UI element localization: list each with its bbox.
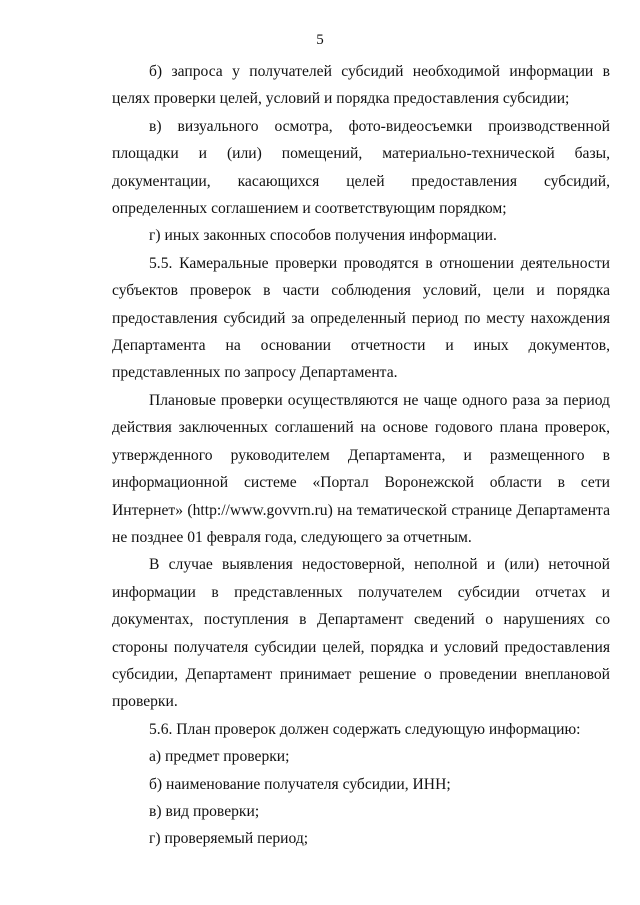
paragraph-visual-inspection: в) визуального осмотра, фото-видеосъемки производственной площадки и (или) помещений, материально-технической базы, документации, касающихся целей предоставления субсидий, определенных соглашением и соответствующим порядком;	[112, 117, 610, 218]
paragraph-other-methods: г) иных законных способов получения информации.	[149, 227, 497, 245]
list-item-audit-type: в) вид проверки;	[149, 802, 260, 820]
list-item-subject: а) предмет проверки;	[149, 748, 290, 766]
paragraph-unscheduled-audits: В случае выявления недостоверной, неполной и (или) неточной информации в представленных получателем субсидии отчетах и документах, поступления в Департамент сведений о нарушениях со стороны получателя субсидии целей, порядка и условий предоставления субсидии, Департамент принимает решение о проведении внеплановой проверки.	[112, 556, 610, 711]
paragraph-desk-audits: 5.5. Камеральные проверки проводятся в отношении деятельности субъектов проверок в части соблюдения условий, цели и порядка предоставления субсидий за определенный период по месту нахождения Департамента на основании отчетности и иных документов, представленных по запросу Департамента.	[112, 254, 610, 382]
list-item-audit-period: г) проверяемый период;	[149, 830, 309, 848]
document-body	[112, 58, 610, 853]
list-item-recipient-name: б) наименование получателя субсидии, ИНН;	[149, 775, 451, 793]
page-number: 5	[316, 32, 324, 48]
paragraph-audit-plan: 5.6. План проверок должен содержать следующую информацию:	[149, 720, 581, 738]
paragraph-planned-audits: Плановые проверки осуществляются не чаще одного раза за период действия заключенных соглашений на основе годового плана проверок, утвержденного руководителем Департамента, и размещенного в информационной системе «Портал Воронежской области в сети Интернет» (http://www.govvrn.ru) на тематической странице Департамента не позднее 01 февраля года, следующего за отчетным.	[112, 391, 610, 546]
paragraph-request-info: б) запроса у получателей субсидий необходимой информации в целях проверки целей, условий и порядка предоставления субсидии;	[112, 63, 610, 108]
